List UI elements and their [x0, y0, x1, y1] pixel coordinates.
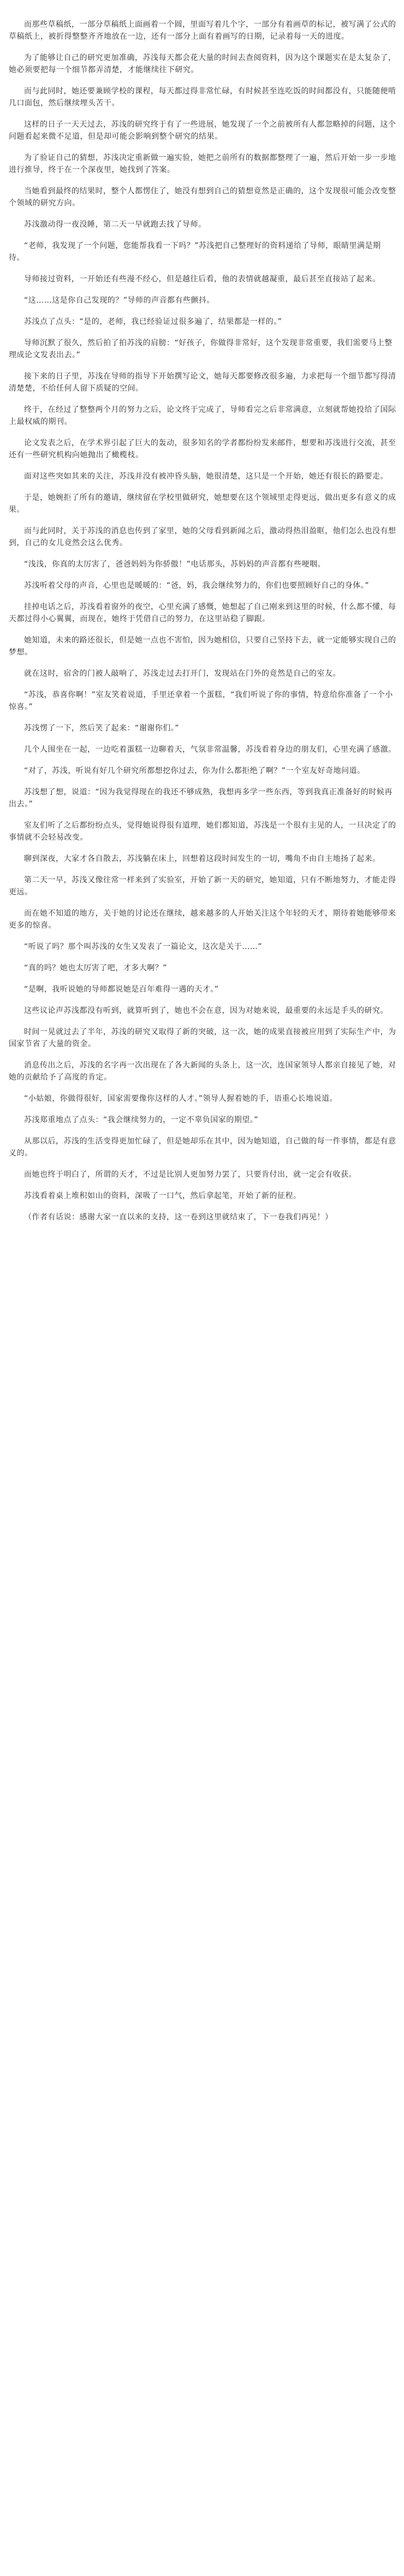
paragraph: 苏浅愣了一下，然后笑了起来：“谢谢你们。” [24, 724, 180, 733]
paragraph: “老师，我发现了一个问题，您能帮我看一下吗？”苏浅把自己整理好的资料递给了导师，眼睛里满是期待。 [9, 241, 381, 262]
paragraph: 这些议论声苏浅都没有听到，就算听到了，她也不会在意，因为对她来说，最重要的永远是手头的研究。 [24, 1006, 388, 1015]
paragraph: “浅浅，你真的太厉害了，爸爸妈妈为你骄傲！”电话那头，苏妈妈的声音都有些哽咽。 [24, 560, 326, 569]
paragraph: 面对这些突如其来的关注，苏浅并没有被冲昏头脑，她很清楚，这只是一个开始，她还有很长的路要走。 [24, 472, 388, 481]
paragraph: 为了验证自己的猜想，苏浅决定重新做一遍实验，她把之前所有的数据都整理了一遍，然后开始一步一步地进行推导，终于在一个深夜里，她找到了答案。 [9, 154, 396, 174]
document-body [0, 0, 404, 1233]
paragraph: 终于，在经过了整整两个月的努力之后，论文终于完成了，导师看完之后非常满意，立刻就帮她投给了国际上最权威的期刊。 [9, 405, 396, 426]
paragraph: “听说了吗？那个叫苏浅的女生又发表了一篇论文，这次是关于……” [24, 942, 263, 951]
paragraph: 她知道，未来的路还很长，但是她一点也不害怕，因为她相信，只要自己坚持下去，就一定能够实现自己的梦想。 [9, 636, 396, 657]
paragraph: “这……这是你自己发现的？”导师的声音都有些颤抖。 [24, 296, 215, 305]
paragraph: 接下来的日子里，苏浅在导师的指导下开始撰写论文，她每天都要修改很多遍，力求把每一个细节都写得清清楚楚，不给任何人留下质疑的空间。 [9, 372, 396, 393]
paragraph: “小姑娘，你做得很好，国家需要像你这样的人才。”领导人握着她的手，语重心长地说道。 [24, 1094, 338, 1103]
paragraph: 而那些草稿纸，一部分草稿纸上面画着一个圆，里面写着几个字，一部分有着画草的标记，被写满了公式的草稿纸上，被折得整整齐齐地放在一边，还有一部分上面有着画写的日期，记录着每一天的进度。 [9, 20, 396, 41]
paragraph: 而与此同时，关于苏浅的消息也传到了家里，她的父母看到新闻之后，激动得热泪盈眶，他们怎么也没有想到，自己的女儿竟然会这么优秀。 [9, 527, 396, 547]
paragraph: 聊到深夜，大家才各自散去，苏浅躺在床上，回想着这段时间发生的一切，嘴角不由自主地扬了起来。 [24, 854, 381, 863]
paragraph: 而在她不知道的地方，关于她的讨论还在继续，越来越多的人开始关注这个年轻的天才，期待着她能够带来更多的惊喜。 [9, 909, 396, 930]
paragraph: 导师接过资料，一开始还有些漫不经心，但是越往后看，他的表情就越凝重，最后甚至直接站了起来。 [24, 275, 381, 284]
paragraph: “苏浅，恭喜你啊！”室友笑着说道，手里还拿着一个蛋糕，“我们听说了你的事情，特意给你准备了一个小惊喜。” [9, 691, 393, 711]
paragraph: （作者有话说：感谢大家一直以来的支持，这一卷到这里就结束了，下一卷我们再见！） [24, 1213, 333, 1222]
paragraph: 而她也终于明白了，所谓的天才，不过是比别人更加努力罢了，只要肯付出，就一定会有收获。 [24, 1170, 357, 1179]
paragraph: 挂掉电话之后，苏浅看着窗外的夜空，心里充满了感慨，她想起了自己刚来到这里的时候，什么都不懂，每天都过得小心翼翼，而现在，她终于凭借自己的努力，在这里站稳了脚跟。 [9, 603, 396, 623]
paragraph: 第二天一早，苏浅又像往常一样来到了实验室，开始了新一天的研究，她知道，只有不断地努力，才能走得更远。 [9, 876, 396, 897]
paragraph: 苏浅想了想，说道：“因为我觉得现在的我还不够成熟，我想再多学一些东西，等到我真正准备好的时候再出去。” [9, 788, 393, 809]
paragraph: 苏浅看着桌上堆积如山的资料，深吸了一口气，然后拿起笔，开始了新的征程。 [24, 1192, 301, 1200]
paragraph: 消息传出之后，苏浅的名字再一次出现在了各大新闻的头条上，这一次，连国家领导人都亲自接见了她，对她的贡献给予了高度的肯定。 [9, 1061, 396, 1082]
paragraph: “对了，苏浅，听说有好几个研究所都想挖你过去，你为什么都拒绝了啊？”一个室友好奇地问道。 [24, 767, 365, 775]
paragraph: 为了能够让自己的研究更加准确，苏浅每天都会花大量的时间去查阅资料，因为这个课题实在是太复杂了，她必须要把每一个细节都弄清楚，才能继续往下研究。 [9, 54, 396, 74]
paragraph: 论文发表之后，在学术界引起了巨大的轰动，很多知名的学者都纷纷发来邮件，想要和苏浅进行交流，甚至还有一些研究机构向她抛出了橄榄枝。 [9, 439, 396, 459]
paragraph: 苏浅郑重地点了点头：“我会继续努力的，一定不辜负国家的期望。” [24, 1116, 259, 1124]
paragraph: 就在这时，宿舍的门被人敲响了，苏浅走过去打开门，发现站在门外的竟然是自己的室友。 [24, 669, 341, 678]
paragraph: 从那以后，苏浅的生活变得更加忙碌了，但是她却乐在其中，因为她知道，自己做的每一件事情，都是有意义的。 [9, 1137, 396, 1158]
paragraph: 而与此同时，她还要兼顾学校的课程，每天都过得非常忙碌，有时候甚至连吃饭的时间都没有，只能随便啃几口面包，然后继续埋头苦干。 [9, 87, 396, 108]
paragraph: 几个人围坐在一起，一边吃着蛋糕一边聊着天，气氛非常温馨，苏浅看着身边的朋友们，心里充满了感激。 [24, 745, 396, 754]
paragraph: “真的吗？她也太厉害了吧，才多大啊？” [24, 964, 168, 972]
paragraph: 时间一晃就过去了半年，苏浅的研究又取得了新的突破，这一次，她的成果直接被应用到了实际生产中，为国家节省了大量的资金。 [9, 1028, 396, 1048]
paragraph: 室友们听了之后都纷纷点头，觉得她说得很有道理，她们都知道，苏浅是一个很有主见的人，一旦决定了的事情就不会轻易改变。 [9, 821, 396, 842]
paragraph: 这样的日子一天天过去，苏浅的研究终于有了一些进展，她发现了一个之前被所有人都忽略掉的问题，这个问题看起来微不足道，但是却可能会影响到整个研究的结果。 [9, 120, 396, 141]
paragraph: “是啊，我听说她的导师都说她是百年难得一遇的天才。” [24, 985, 219, 994]
paragraph: 当她看到最终的结果时，整个人都愣住了，她没有想到自己的猜想竟然是正确的，这个发现很可能会改变整个领域的研究方向。 [9, 187, 396, 208]
paragraph: 导师沉默了很久，然后拍了拍苏浅的肩膀：“好孩子，你做得非常好，这个发现非常重要，我们需要马上整理成论文发表出去。” [9, 339, 393, 359]
paragraph: 苏浅激动得一夜没睡，第二天一早就跑去找了导师。 [24, 220, 206, 229]
paragraph: 于是，她婉拒了所有的邀请，继续留在学校里做研究，她想要在这个领域里走得更远，做出更多有意义的成果。 [9, 493, 396, 514]
paragraph: 苏浅听着父母的声音，心里也是暖暖的：“爸，妈，我会继续努力的，你们也要照顾好自己的身体。” [24, 581, 370, 590]
paragraph: 苏浅点了点头：“是的，老师，我已经验证过很多遍了，结果都是一样的。” [24, 317, 282, 326]
